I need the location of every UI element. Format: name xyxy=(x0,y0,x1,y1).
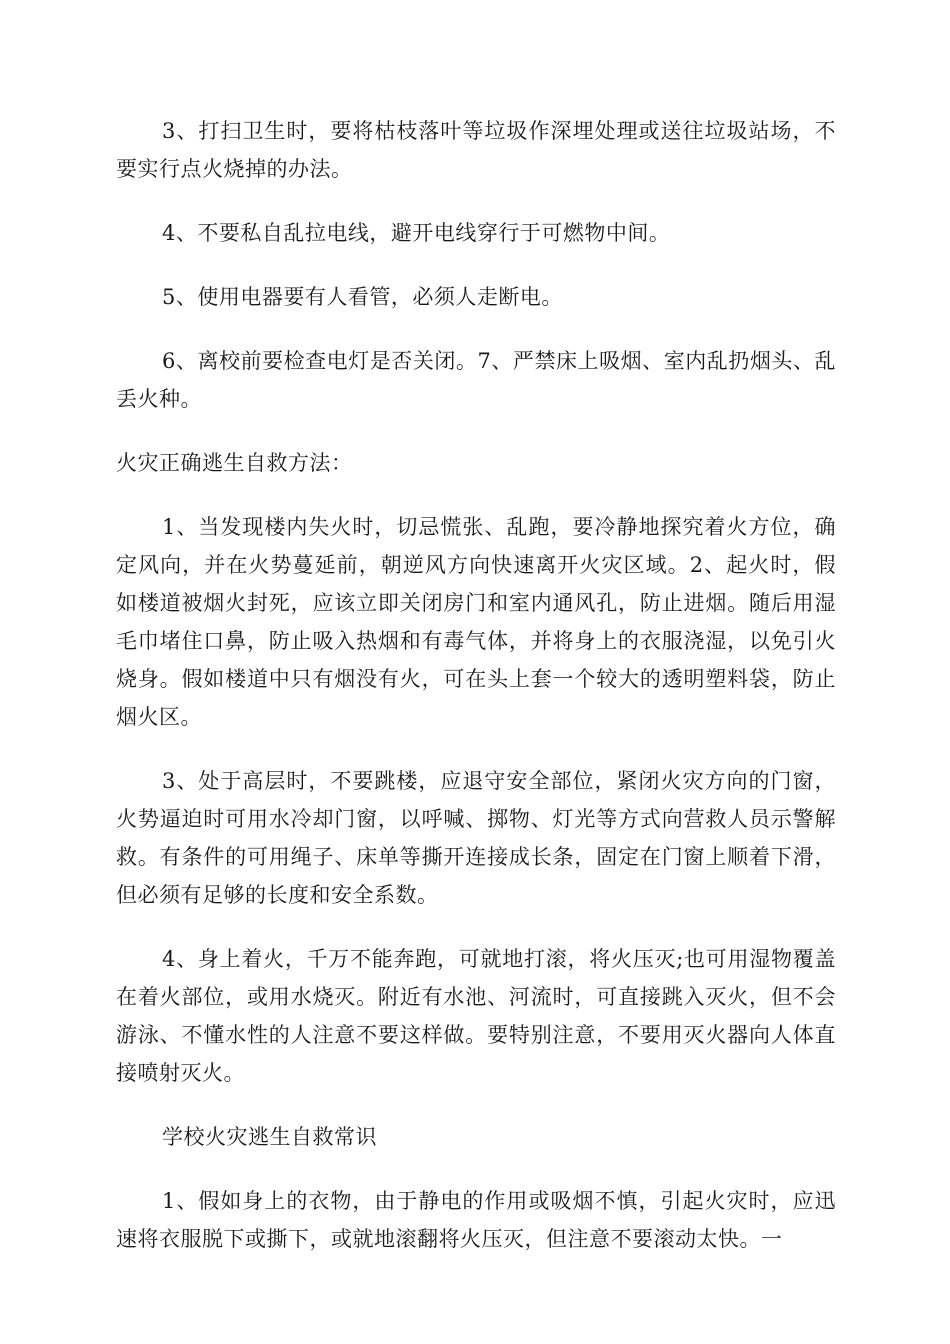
section-heading-escape-methods: 火灾正确逃生自救方法： xyxy=(116,451,353,475)
paragraph-escape-4: 4、身上着火，千万不能奔跑，可就地打滚，将火压灭;也可用湿物覆盖在着火部位，或用水烧灭。附近有水池、河流时，可直接跳入灭火，但不会游泳、不懂水性的人注意不要这样做。要特别注意，不要用灭火器向人体直接喷射灭火。 xyxy=(116,947,836,1085)
paragraph-escape-1: 1、当发现楼内失火时，切忌慌张、乱跑，要冷静地探究着火方位，确定风向，并在火势蔓延前，朝逆风方向快速离开火灾区域。2、起火时，假如楼道被烟火封死，应该立即关闭房门和室内通风孔，防止进烟。随后用湿毛巾堵住口鼻，防止吸入热烟和有毒气体，并将身上的衣服浇湿，以免引火烧身。假如楼道中只有烟没有火，可在头上套一个较大的透明塑料袋，防止烟火区。 xyxy=(116,515,836,729)
paragraph-wiring: 4、不要私自乱拉电线，避开电线穿行于可燃物中间。 xyxy=(162,221,671,245)
paragraph-leaving-school: 6、离校前要检查电灯是否关闭。7、严禁床上吸烟、室内乱扔烟头、乱丢火种。 xyxy=(116,349,836,411)
paragraph-escape-3: 3、处于高层时，不要跳楼，应退守安全部位，紧闭火灾方向的门窗，火势逼迫时可用水冷却门窗，以呼喊、掷物、灯光等方式向营救人员示警解救。有条件的可用绳子、床单等撕开连接成长条，固定在门窗上顺着下滑，但必须有足够的长度和安全系数。 xyxy=(116,769,836,907)
paragraph-clothing-fire: 1、假如身上的衣物，由于静电的作用或吸烟不慎，引起火灾时，应迅速将衣服脱下或撕下，或就地滚翻将火压灭，但注意不要滚动太快。一 xyxy=(116,1189,836,1251)
paragraph-appliances: 5、使用电器要有人看管，必须人走断电。 xyxy=(162,285,563,309)
section-heading-school-fire: 学校火灾逃生自救常识 xyxy=(162,1125,377,1149)
paragraph-cleaning: 3、打扫卫生时，要将枯枝落叶等垃圾作深埋处理或送往垃圾站场，不要实行点火烧掉的办法。 xyxy=(116,119,836,181)
document-page xyxy=(116,112,836,1284)
